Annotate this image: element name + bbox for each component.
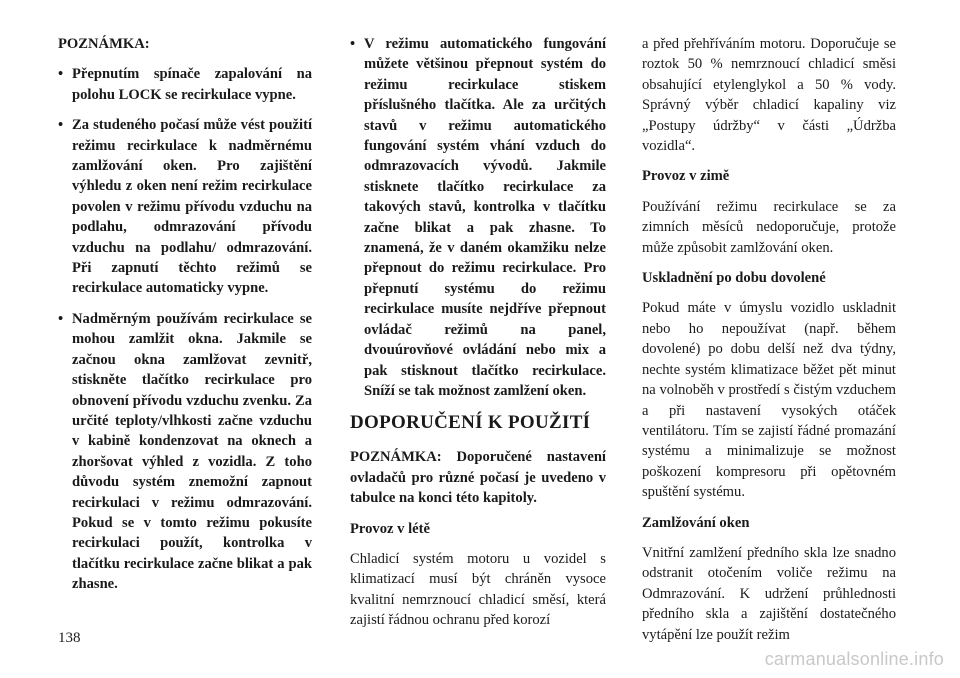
bullet-item: • Za studeného počasí může vést použití režimu recirkulace k nadměrnému zamlžování oken. Pro zajištění výhledu z oken není režim recirkulace povolen v režimu přívodu vzduchu na podlahu, odmrazování přívodu vzduchu na podlahu/ odmrazování. Při zapnutí těchto režimů se recirkulace automaticky vypne. (58, 117, 312, 297)
column-left (58, 34, 312, 605)
column-middle (350, 34, 606, 641)
fogging-paragraph: Vnitřní zamlžení předního skla lze snadno odstranit otočením voliče režimu na Odmrazování. K udržení průhlednosti předního skla a zajištění dostatečného vytápění lze použít režim (642, 544, 896, 643)
note-bullet-list (350, 34, 606, 401)
bullet-dot-icon: • (58, 66, 64, 83)
page-number: 138 (58, 630, 81, 646)
watermark: carmanualsonline.info (764, 649, 944, 669)
recommendation-note: POZNÁMKA: Doporučené nastavení ovladačů pro různé počasí je uvedeno v tabulce na konci této kapitoly. (350, 449, 606, 507)
bullet-dot-icon: • (58, 117, 64, 134)
storage-paragraph: Pokud máte v úmyslu vozidlo uskladnit nebo ho nepoužívat (např. během dovolené) po dobu delší než dva týdny, nechte systém klimatizace běžet pět minut na volnoběh v prostředí s čistým vzduchem a při nastavení vysokých otáček ventilátoru. Tím se zajistí řádné promazání systému a minimalizuje se možnost poškození kompresoru při opětovném spuštění systému. (642, 300, 896, 501)
summer-paragraph-continued: a před přehříváním motoru. Doporučuje se roztok 50 % nemrznoucí chladicí směsi obsahující etylenglykol a 50 % vody. Správný výběr chladicí kapaliny viz „Postupy údržby“ v části „Údržba vozidla“. (642, 36, 896, 155)
column-right (642, 34, 896, 655)
note-bullet-list (58, 64, 312, 594)
bullet-item: • Nadměrným používám recirkulace se mohou zamlžit okna. Jakmile se začnou okna zamlžovat zevnitř, stiskněte tlačítko recirkulace pro obnovení přívodu vzduchu zvenku. Za určité teploty/vlhkosti začne vzduchu v kabině kondenzovat na oknech a zhoršovat výhled z vozidla. Z toho důvodu systém znemožní zapnout recirkulaci v režimu odmrazování. Pokud se v tomto režimu pokusíte recirkulaci použít, kontrolka v tlačítku recirkulace začne blikat a pak zhasne. (58, 310, 312, 593)
bullet-dot-icon: • (58, 310, 64, 327)
winter-paragraph: Používání režimu recirkulace se za zimních měsíců nedoporučuje, protože může způsobit zamlžování oken. (642, 198, 896, 256)
summer-paragraph: Chladicí systém motoru u vozidel s klimatizací musí být chráněn vysoce kvalitní nemrznoucí chladicí směsí, která zajistí řádnou ochranu před korozí (350, 550, 606, 629)
fogging-heading: Zamlžování oken (642, 514, 750, 531)
summer-heading: Provoz v létě (350, 520, 430, 537)
winter-heading: Provoz v zimě (642, 168, 730, 185)
note-title: POZNÁMKA: (58, 36, 150, 52)
section-title: DOPORUČENÍ K POUŽITÍ (350, 412, 591, 434)
bullet-item: • V režimu automatického fungování můžete většinou přepnout systém do režimu recirkulace stiskem příslušného tlačítka. Ale za určitých stavů v režimu automatického fungování systém vhání vzduch do odmrazovacích vývodů. Jakmile stisknete tlačítko recirkulace za takových stavů, kontrolka v tlačítku začne blikat a pak zhasne. To znamená, že v daném okamžiku nelze přepnout do režimu recirkulace. Pro přepnutí systému do režimu recirkulace musíte nejdříve přepnout ovládač režimů na panel, dvouúrovňové ovládání nebo mix a pak stisknout tlačítko recirkulace. Sníží se tak možnost zamlžení oken. (350, 36, 606, 399)
storage-heading: Uskladnění po dobu dovolené (642, 270, 826, 287)
bullet-dot-icon: • (350, 36, 356, 52)
bullet-item: • Přepnutím spínače zapalování na polohu LOCK se recirkulace vypne. (58, 66, 312, 103)
